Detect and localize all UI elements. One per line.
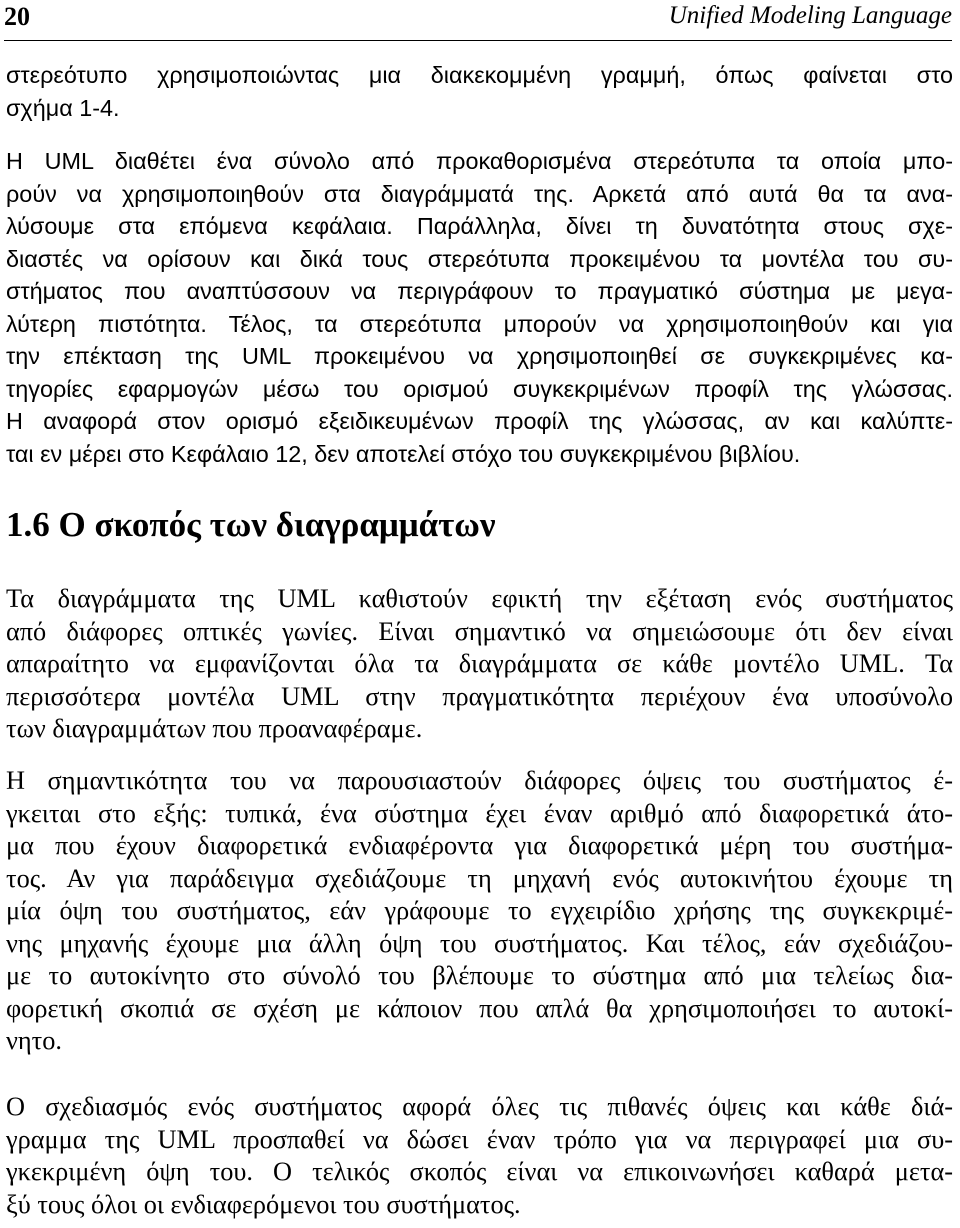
text-line: μα που έχουν διαφορετικά ενδιαφέροντα για διαφορετικά μέρη του συστήμα- bbox=[6, 831, 953, 860]
page-number: 20 bbox=[4, 2, 30, 31]
paragraph-importance-of-views bbox=[6, 765, 953, 1058]
text-line: Η σημαντικότητα του να παρουσιαστούν διάφορες όψεις του συστήματος έ- bbox=[6, 766, 953, 795]
text-line: στερεότυπο χρησιμοποιώντας μια διακεκομμένη γραμμή, όπως φαίνεται στο bbox=[6, 62, 953, 88]
text-line: μία όψη του συστήματος, εάν γράφουμε το εγχειρίδιο χρήσης της συγκεκριμέ- bbox=[6, 896, 953, 925]
running-title: Unified Modeling Language bbox=[668, 2, 952, 29]
text-line: Η UML διαθέτει ένα σύνολο από προκαθορισμένα στερεότυπα τα οποία μπο- bbox=[6, 148, 953, 174]
text-line: λύτερη πιστότητα. Τέλος, τα στερεότυπα μπορούν να χρησιμοποιηθούν και για bbox=[6, 310, 953, 337]
text-line: γκειται στο εξής: τυπικά, ένα σύστημα έχει έναν αριθμό από διαφορετικά άτο- bbox=[6, 798, 953, 828]
paragraph-uml-stereotypes bbox=[6, 145, 953, 470]
text-line: Τα διαγράμματα της UML καθιστούν εφικτή την εξέταση ενός συστήματος bbox=[6, 584, 953, 613]
text-line: απαραίτητο να εμφανίζονται όλα τα διαγράμματα σε κάθε μοντέλο UML. Τα bbox=[6, 649, 953, 678]
text-line: διαστές να ορίσουν και δικά τους στερεότυπα προκειμένου τα μοντέλα του συ- bbox=[6, 245, 953, 272]
paragraph-diagrams-views bbox=[6, 583, 953, 746]
text-line: ξύ τους όλοι οι ενδιαφερόμενοι του συστήματος. bbox=[6, 1189, 521, 1219]
text-line: ται εν μέρει στο Κεφάλαιο 12, δεν αποτελεί στόχο του συγκεκριμένου βιβλίου. bbox=[6, 440, 801, 467]
text-line: φορετική σκοπιά σε σχέση με κάποιον που απλά θα χρησιμοποιήσει το αυτοκί- bbox=[6, 993, 953, 1023]
text-line: γραμμα της UML προσπαθεί να δώσει έναν τρόπο για να περιγραφεί μια συ- bbox=[6, 1124, 953, 1154]
page-header bbox=[4, 0, 952, 41]
paragraph-design-purpose bbox=[6, 1091, 953, 1221]
text-line: γκεκριμένη όψη του. Ο τελικός σκοπός είναι να επικοινωνήσει καθαρά μετα- bbox=[6, 1157, 953, 1186]
text-line: τος. Αν για παράδειγμα σχεδιάζουμε τη μηχανή ενός αυτοκινήτου έχουμε τη bbox=[6, 863, 953, 893]
text-line: νης μηχανής έχουμε μια άλλη όψη του συστήματος. Και τέλος, εάν σχεδιάζου- bbox=[6, 928, 953, 958]
text-line: των διαγραμμάτων που προαναφέραμε. bbox=[6, 714, 423, 743]
text-line: σχήμα 1-4. bbox=[6, 94, 120, 121]
text-line: την επέκταση της UML προκειμένου να χρησιμοποιηθεί σε συγκεκριμένες κα- bbox=[6, 343, 953, 369]
text-line: στήματος που αναπτύσσουν να περιγράφουν το πραγματικό σύστημα με μεγα- bbox=[6, 278, 953, 304]
text-line: ρούν να χρησιμοποιηθούν στα διαγράμματά της. Αρκετά από αυτά θα τα ανα- bbox=[6, 180, 953, 207]
text-line: τηγορίες εφαρμογών μέσω του ορισμού συγκεκριμένων προφίλ της γλώσσας. bbox=[6, 375, 953, 402]
text-line: Η αναφορά στον ορισμό εξειδικευμένων προφίλ της γλώσσας, αν και καλύπτε- bbox=[6, 408, 953, 434]
text-line: από διάφορες οπτικές γωνίες. Είναι σημαντικό να σημειώσουμε ότι δεν είναι bbox=[6, 616, 953, 646]
text-line: νητο. bbox=[6, 1026, 62, 1055]
text-line: με το αυτοκίνητο στο σύνολό του βλέπουμε το σύστημα από μια τελείως δια- bbox=[6, 961, 953, 990]
section-heading: 1.6 Ο σκοπός των διαγραμμάτων bbox=[6, 505, 496, 544]
intro-paragraph bbox=[6, 59, 953, 124]
text-line: λύσουμε στα επόμενα κεφάλαια. Παράλληλα, δίνει τη δυνατότητα στους σχε- bbox=[6, 213, 953, 239]
text-line: Ο σχεδιασμός ενός συστήματος αφορά όλες τις πιθανές όψεις και κάθε διά- bbox=[6, 1092, 953, 1121]
text-line: περισσότερα μοντέλα UML στην πραγματικότητα περιέχουν ένα υποσύνολο bbox=[6, 681, 953, 711]
